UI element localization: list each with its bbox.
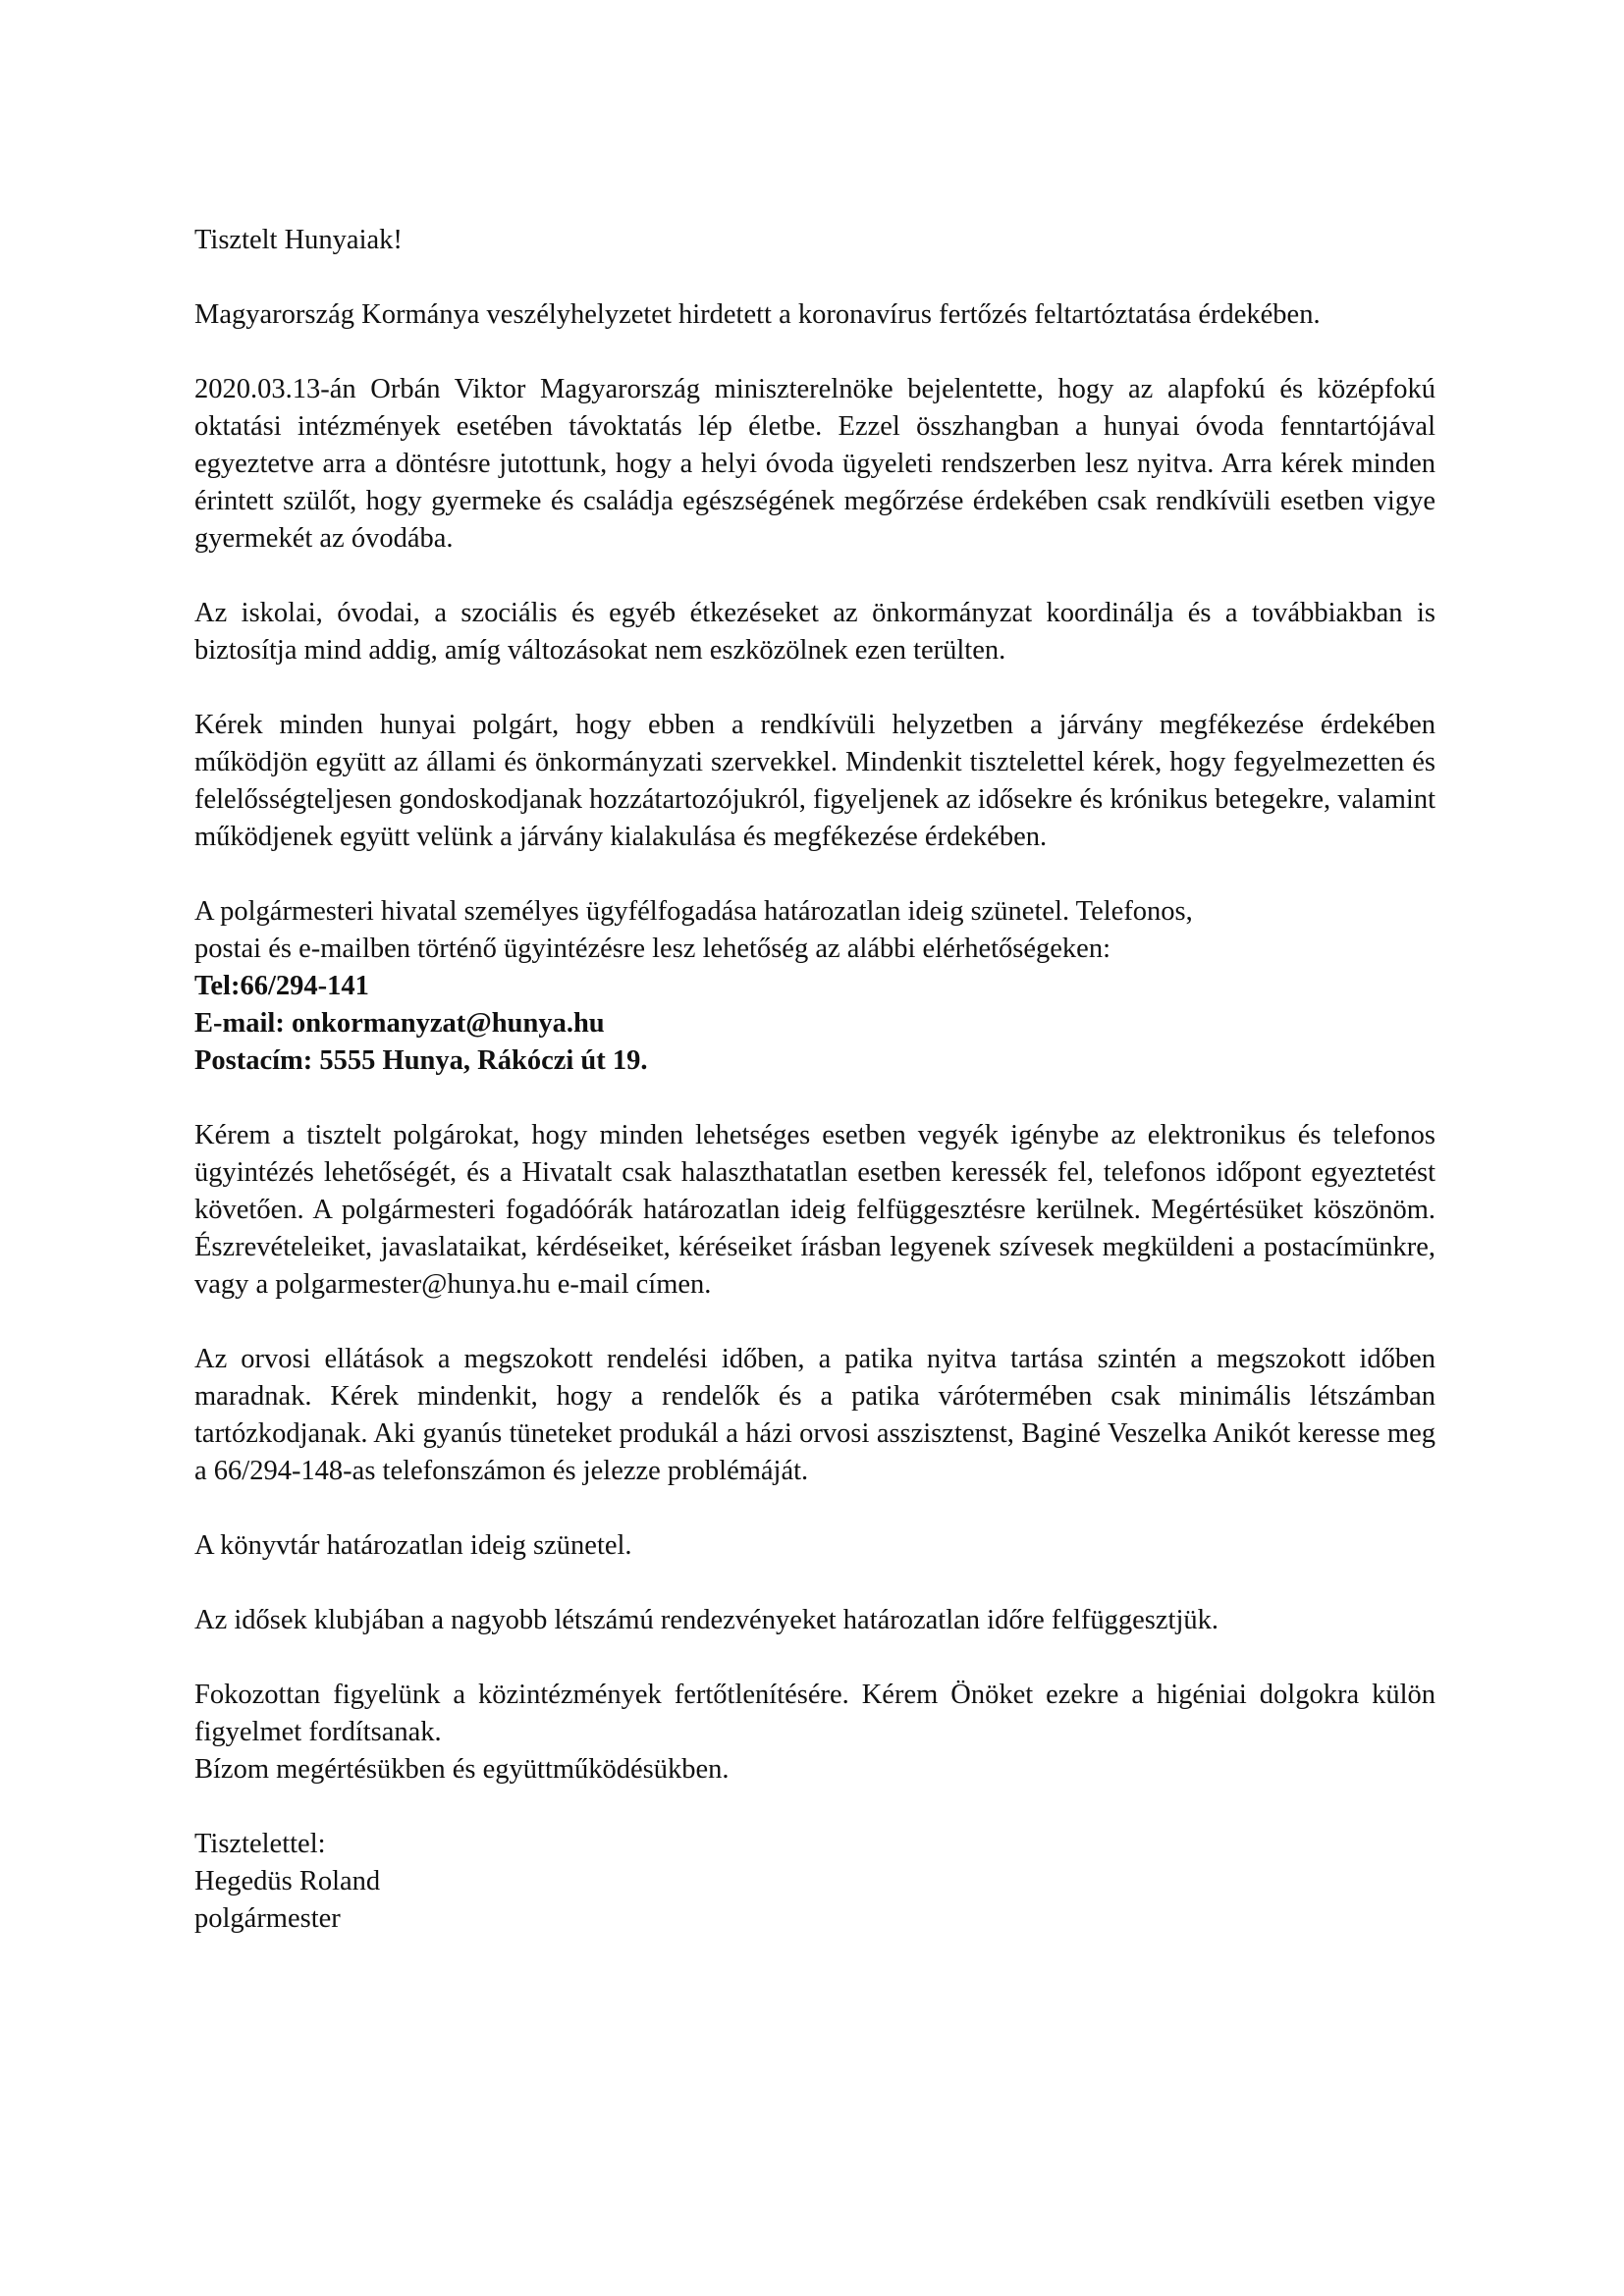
paragraph-elderly-club: Az idősek klubjában a nagyobb létszámú rendezvényeket határozatlan időre felfüggesztjük. xyxy=(194,1605,1219,1635)
paragraph-state-of-emergency: Magyarország Kormánya veszélyhelyzetet hirdetett a koronavírus fertőzés feltartóztatása érdekében. xyxy=(194,299,1321,330)
paragraph-library: A könyvtár határozatlan ideig szünetel. xyxy=(194,1530,632,1561)
disinfection-section xyxy=(194,1677,1435,1789)
paragraph-cooperation: Kérek minden hunyai polgárt, hogy ebben a rendkívüli helyzetben a járvány megfékezése érdekében működjön együtt az állami és önkormányzati szervekkel. Mindenkit tisztelettel kérek, hogy fegyelmezetten és felelősségteljesen gondoskodjanak hozzátartozójukról, figyeljenek az idősekre és krónikus betegekre, valamint működjenek együtt velünk a járvány kialakulása és megfékezése érdekében. xyxy=(194,710,1435,852)
office-closed-line-2: postai és e-mailben történő ügyintézésre lesz lehetőség az alábbi elérhetőségeken: xyxy=(194,934,1110,964)
paragraph-trust: Bízom megértésükben és együttműködésükben. xyxy=(194,1754,730,1785)
contact-email: E-mail: onkormanyzat@hunya.hu xyxy=(194,1008,605,1039)
greeting: Tisztelt Hunyaiak! xyxy=(194,225,403,255)
office-closed-line-1: A polgármesteri hivatal személyes ügyfélfogadása határozatlan ideig szünetel. Telefonos, xyxy=(194,896,1193,927)
letter-body xyxy=(194,222,1435,1938)
paragraph-medical-services: Az orvosi ellátások a megszokott rendelési időben, a patika nyitva tartása szintén a megszokott időben maradnak. Kérek mindenkit, hogy a rendelők és a patika várótermében csak minimális létszámban tartózkodjanak. Aki gyanús tüneteket produkál a házi orvosi asszisztenst, Baginé Veszelka Anikót keresse meg a 66/294-148-as telefonszámon és jelezze problémáját. xyxy=(194,1344,1435,1486)
paragraph-meals: Az iskolai, óvodai, a szociális és egyéb étkezéseket az önkormányzat koordinálja és a továbbiakban is biztosítja mind addig, amíg változásokat nem eszközölnek ezen terülten. xyxy=(194,598,1435,666)
closing-salutation: Tisztelettel: xyxy=(194,1829,326,1859)
signature-block xyxy=(194,1826,1435,1938)
contact-phone: Tel:66/294-141 xyxy=(194,971,369,1001)
contact-section xyxy=(194,893,1435,1080)
signer-name: Hegedüs Roland xyxy=(194,1866,381,1896)
contact-postal-address: Postacím: 5555 Hunya, Rákóczi út 19. xyxy=(194,1045,648,1076)
paragraph-electronic-administration: Kérem a tisztelt polgárokat, hogy minden lehetséges esetben vegyék igénybe az elektronikus és telefonos ügyintézés lehetőségét, és a Hivatalt csak halaszthatatlan esetben keressék fel, telefonos időpont egyeztetést követően. A polgármesteri fogadóórák határozatlan ideig felfüggesztésre kerülnek. Megértésüket köszönöm. Észrevételeiket, javaslataikat, kérdéseiket, kéréseiket írásban legyenek szívesek megküldeni a postacímünkre, vagy a polgarmester@hunya.hu e-mail címen. xyxy=(194,1120,1435,1300)
paragraph-distance-learning: 2020.03.13-án Orbán Viktor Magyarország miniszterelnöke bejelentette, hogy az alapfokú és középfokú oktatási intézmények esetében távoktatás lép életbe. Ezzel összhangban a hunyai óvoda fenntartójával egyeztetve arra a döntésre jutottunk, hogy a helyi óvoda ügyeleti rendszerben lesz nyitva. Arra kérek minden érintett szülőt, hogy gyermeke és családja egészségének megőrzése érdekében csak rendkívüli esetben vigye gyermekét az óvodába. xyxy=(194,374,1435,554)
signer-title: polgármester xyxy=(194,1903,341,1934)
paragraph-disinfection: Fokozottan figyelünk a közintézmények fertőtlenítésére. Kérem Önöket ezekre a higéniai dolgokra külön figyelmet fordítsanak. xyxy=(194,1680,1435,1747)
